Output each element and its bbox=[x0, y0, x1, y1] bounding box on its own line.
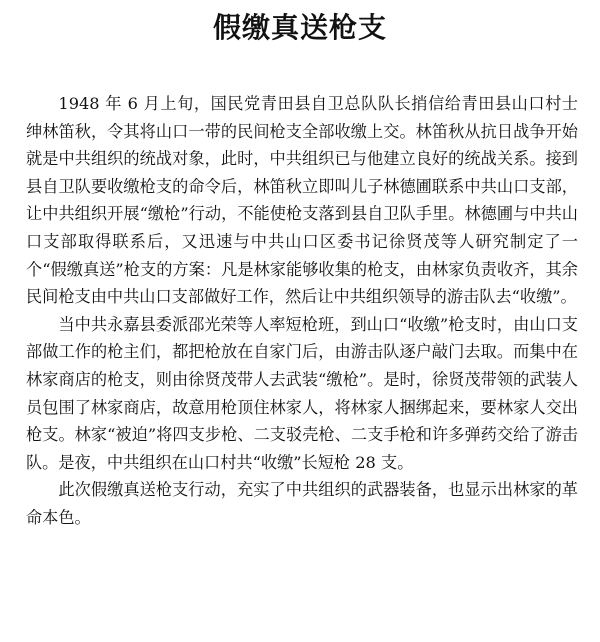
document-title: 假缴真送枪支 bbox=[212, 11, 387, 44]
document-body bbox=[26, 90, 578, 532]
paragraph-3: 此次假缴真送枪支行动，充实了中共组织的武器装备，也显示出林家的革命本色。 bbox=[26, 480, 578, 527]
paragraph-1: 1948 年 6 月上旬，国民党青田县自卫总队队长捎信给青田县山口村士绅林笛秋，令其将山口一带的民间枪支全部收缴上交。林笛秋从抗日战争开始就是中共组织的统战对象，此时，中共组织已与他建立良好的统战关系。接到县自卫队要收缴枪支的命令后，林笛秋立即叫儿子林德圃联系中共山口支部，让中共组织开展“缴枪”行动，不能使枪支落到县自卫队手里。林德圃与中共山口支部取得联系后，又迅速与中共山口区委书记徐贤茂等人研究制定了一个“假缴真送”枪支的方案：凡是林家能够收集的枪支，由林家负责收齐，其余民间枪支由中共山口支部做好工作，然后让中共组织领导的游击队去“收缴”。 bbox=[26, 94, 578, 307]
paragraph-2: 当中共永嘉县委派邵光荣等人率短枪班，到山口“收缴”枪支时，由山口支部做工作的枪主们，都把枪放在自家门后，由游击队逐户敲门去取。而集中在林家商店的枪支，则由徐贤茂带人去武装“缴枪”。是时，徐贤茂带领的武装人员包围了林家商店，故意用枪顶住林家人，将林家人捆绑起来，要林家人交出枪支。林家“被迫”将四支步枪、二支驳壳枪、二支手枪和许多弹药交给了游击队。是夜，中共组织在山口村共“收缴”长短枪 28 支。 bbox=[26, 314, 578, 472]
